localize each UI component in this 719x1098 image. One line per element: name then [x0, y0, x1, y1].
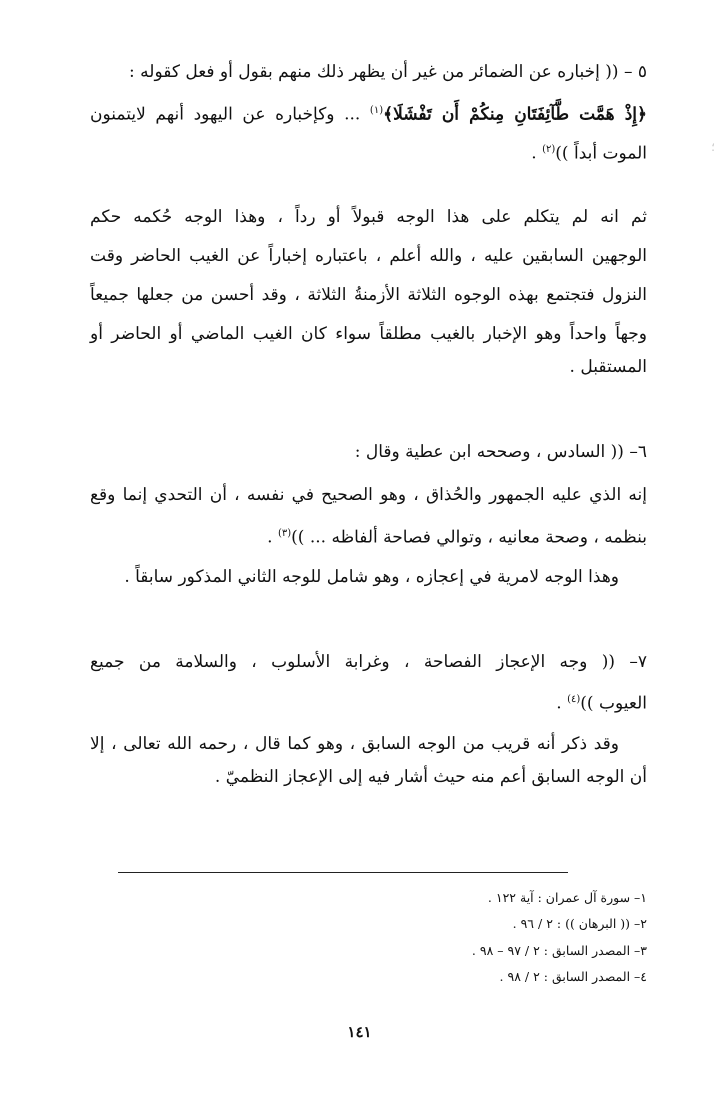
point-5-line-2-rest: ... وكإخباره عن اليهود أنهم لايتمنون: [90, 104, 370, 125]
point-5-line-3: [531, 138, 647, 166]
point-6-line-2-end: .: [267, 527, 278, 548]
footnote-divider: [118, 872, 568, 873]
point-6-line-1: إنه الذي عليه الجمهور والحُذاق ، وهو الصحيح في نفسه ، أن التحدي إنما وقع: [90, 485, 647, 505]
footnote-2: ٢– (( البرهان )) : ٢ / ٩٦ .: [512, 916, 647, 931]
intro-line-1: ثم انه لم يتكلم على هذا الوجه قبولاً أو رداً ، وهذا الوجه حُكمه حكم: [90, 207, 647, 227]
footnote-3: ٣– المصدر السابق : ٢ / ٩٧ – ٩٨ .: [471, 943, 647, 958]
point-6-line-2-text: بنظمه ، وصحة معانيه ، وتوالي فصاحة ألفاظه ... )): [291, 527, 647, 548]
point-5-text: ٥ – (( إخباره عن الضمائر من غير أن يظهر ذلك منهم بقول أو فعل كقوله :: [129, 62, 647, 82]
point-6-comment: وهذا الوجه لامرية في إعجازه ، وهو شامل للوجه الثاني المذكور سابقاً .: [124, 567, 619, 587]
point-7-line-2: [556, 688, 647, 716]
margin-mark: ؛: [711, 140, 715, 154]
point-6-line-2: [267, 522, 647, 550]
point-6-heading: ٦– (( السادس ، وصححه ابن عطية وقال :: [354, 442, 647, 462]
footnote-ref-4: (٤): [567, 694, 581, 705]
footnote-4: ٤– المصدر السابق : ٢ / ٩٨ .: [499, 969, 647, 984]
point-7-line-1: ٧– (( وجه الإعجاز الفصاحة ، وغرابة الأسلوب ، والسلامة من جميع: [90, 652, 647, 672]
point-5-line-3-text: الموت أبداً )): [555, 143, 647, 164]
point-5-line-2: [90, 99, 647, 127]
point-7-comment-2: أن الوجه السابق أعم منه حيث أشار فيه إلى الإعجاز النظميّ .: [214, 767, 647, 787]
footnote-ref-3: (٣): [277, 528, 292, 539]
intro-line-5: المستقبل .: [569, 357, 647, 377]
footnote-ref-1: (١): [369, 105, 384, 116]
point-5-line-1: [129, 60, 647, 84]
intro-line-3: النزول فتجتمع بهذه الوجوه الثلاثة الأزمنةُ الثلاثة ، وقد أحسن من جعلها جميعاً: [90, 285, 647, 305]
point-7-line-2-end: .: [556, 693, 568, 714]
quran-verse: ﴿إِذْ هَمَّت طَّآئِفَتَانِ مِنكُمْ أَن تَفْشَلَا﴾: [383, 104, 647, 125]
footnote-1: ١– سورة آل عمران : آية ١٢٢ .: [487, 890, 647, 905]
point-5-line-3-end: .: [531, 143, 543, 164]
intro-line-2: الوجهين السابقين عليه ، والله أعلم ، باعتباره إخباراً عن الغيب الحاضر وقت: [90, 246, 647, 266]
footnote-ref-2: (٢): [542, 144, 556, 155]
point-7-comment-1: وقد ذكر أنه قريب من الوجه السابق ، وهو كما قال ، رحمه الله تعالى ، إلا: [90, 734, 619, 754]
point-7-line-2-text: العيوب )): [580, 693, 647, 714]
intro-line-4: وجهاً واحداً وهو الإخبار بالغيب مطلقاً سواء كان الغيب الماضي أو الحاضر أو: [90, 324, 647, 344]
page-number: ١٤١: [347, 1023, 372, 1041]
